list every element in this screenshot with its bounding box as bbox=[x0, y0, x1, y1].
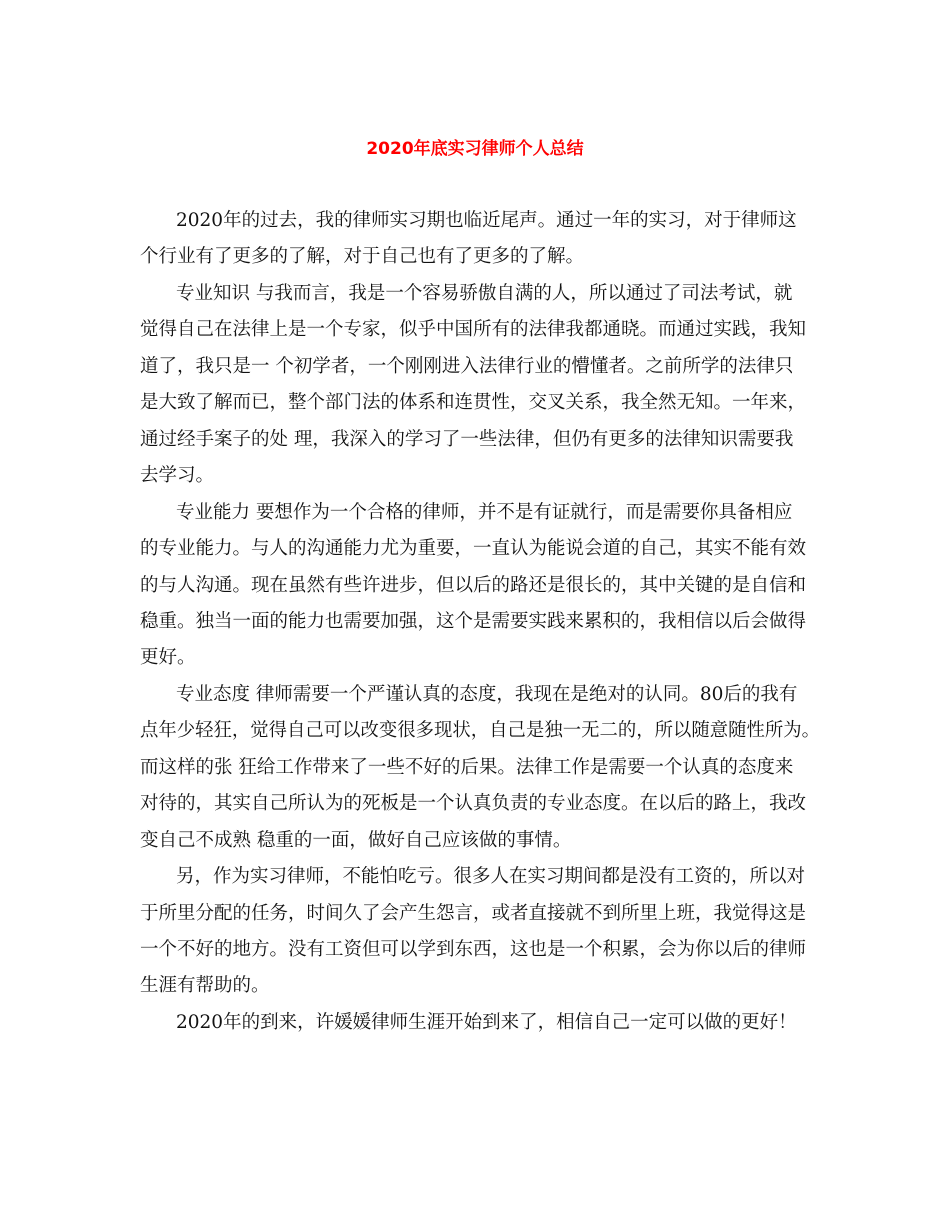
document-title: 2020年底实习律师个人总结 bbox=[366, 139, 584, 159]
text-line: 更好。 bbox=[140, 647, 196, 668]
text-line: 道了，我只是一 个初学者，一个刚刚进入法律行业的懵懂者。之前所学的法律只 bbox=[140, 356, 794, 377]
text-line: 而这样的张 狂给工作带来了一些不好的后果。法律工作是需要一个认真的态度来 bbox=[140, 757, 794, 778]
text-line: 于所里分配的任务，时间久了会产生怨言，或者直接就不到所里上班，我觉得这是 bbox=[140, 903, 807, 924]
text-line: 个行业有了更多的了解，对于自己也有了更多的了解。 bbox=[140, 246, 585, 267]
text-line: 的与人沟通。现在虽然有些许进步，但以后的路还是很长的，其中关键的是自信和 bbox=[140, 575, 807, 596]
text-line: 的专业能力。与人的沟通能力尤为重要，一直认为能说会道的自己，其实不能有效 bbox=[140, 538, 807, 559]
text-line: 稳重。独当一面的能力也需要加强，这个是需要实践来累积的，我相信以后会做得 bbox=[140, 611, 807, 632]
text-line: 通过经手案子的处 理，我深入的学习了一些法律，但仍有更多的法律知识需要我 bbox=[140, 429, 794, 450]
text-line: 是大致了解而已，整个部门法的体系和连贯性，交叉关系，我全然无知。一年来， bbox=[140, 392, 807, 413]
text-line: 专业能力 要想作为一个合格的律师，并不是有证就行，而是需要你具备相应 bbox=[176, 502, 793, 523]
text-line: 另，作为实习律师，不能怕吃亏。很多人在实习期间都是没有工资的，所以对 bbox=[176, 866, 806, 887]
text-line: 生涯有帮助的。 bbox=[140, 975, 270, 996]
text-line: 点年少轻狂，觉得自己可以改变很多现状，自己是独一无二的，所以随意随性所为。 bbox=[140, 720, 820, 741]
text-line: 去学习。 bbox=[140, 465, 215, 486]
text-line: 2020年的过去，我的律师实习期也临近尾声。通过一年的实习，对于律师这 bbox=[176, 210, 797, 231]
text-line: 对待的，其实自己所认为的死板是一个认真负责的专业态度。在以后的路上，我改 bbox=[140, 793, 807, 814]
text-line: 一个不好的地方。没有工资但可以学到东西，这也是一个积累，会为你以后的律师 bbox=[140, 939, 807, 960]
text-line: 觉得自己在法律上是一个专家，似乎中国所有的法律我都通晓。而通过实践，我知 bbox=[140, 319, 807, 340]
text-line: 变自己不成熟 稳重的一面，做好自己应该做的事情。 bbox=[140, 830, 572, 851]
text-line: 2020年的到来，许媛媛律师生涯开始到来了，相信自己一定可以做的更好！ bbox=[176, 1012, 797, 1033]
text-line: 专业态度 律师需要一个严谨认真的态度，我现在是绝对的认同。80后的我有 bbox=[176, 684, 798, 705]
text-line: 专业知识 与我而言，我是一个容易骄傲自满的人，所以通过了司法考试，就 bbox=[176, 283, 793, 304]
